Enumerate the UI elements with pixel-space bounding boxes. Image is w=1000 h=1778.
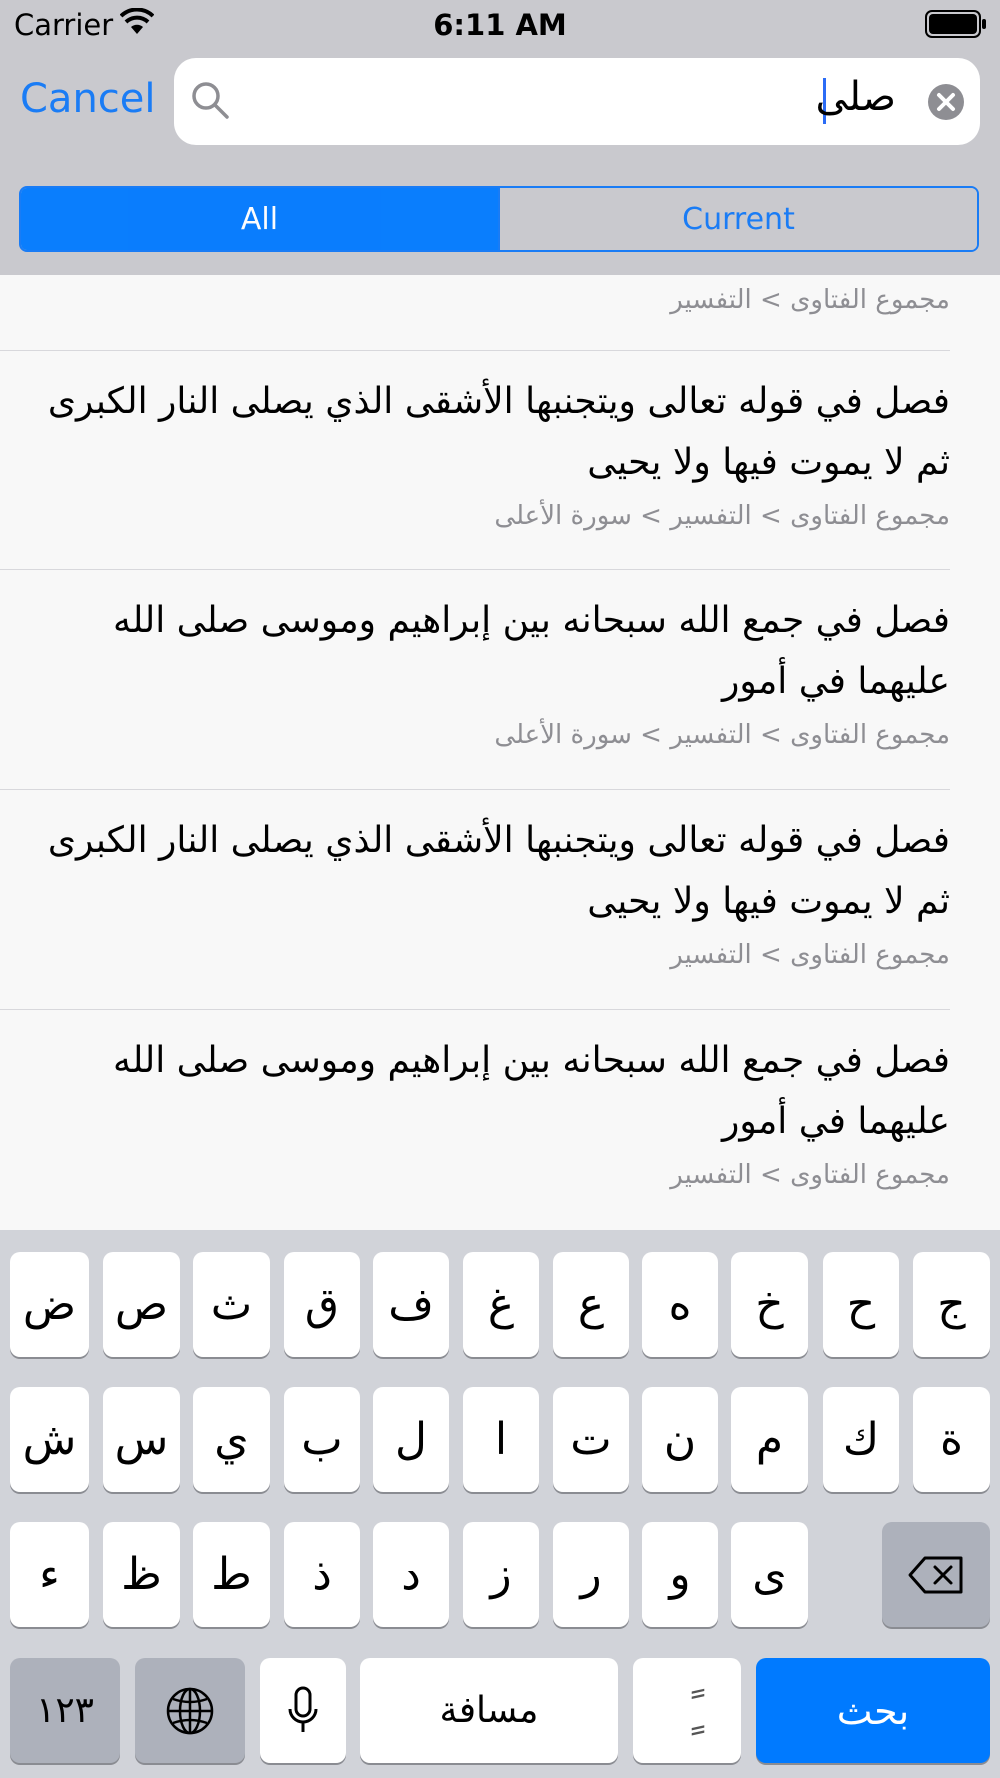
result-path: مجموع الفتاوى > التفسير xyxy=(670,1160,950,1190)
scope-all-tab[interactable]: All xyxy=(21,188,498,250)
key[interactable]: ح xyxy=(823,1252,899,1357)
arabic-keyboard xyxy=(0,1230,1000,1778)
backspace-key[interactable] xyxy=(882,1522,990,1627)
key[interactable]: م xyxy=(731,1387,808,1492)
key[interactable]: ل xyxy=(373,1387,449,1492)
result-path: مجموع الفتاوى > التفسير xyxy=(670,940,950,970)
clear-icon[interactable] xyxy=(928,84,964,120)
key[interactable]: د xyxy=(373,1522,449,1627)
key[interactable]: ق xyxy=(284,1252,360,1357)
key[interactable]: ء xyxy=(10,1522,89,1627)
key[interactable]: ز xyxy=(463,1522,539,1627)
key[interactable]: ه xyxy=(642,1252,718,1357)
key[interactable]: و xyxy=(642,1522,718,1627)
result-path: مجموع الفتاوى > التفسير > سورة الأعلى xyxy=(494,501,950,531)
result-title: فصل في قوله تعالى ويتجنبها الأشقى الذي يصلى النار الكبرى ثم لا يموت فيها ولا يحيى xyxy=(47,820,950,922)
status-time: 6:11 AM xyxy=(433,8,567,42)
search-input[interactable] xyxy=(174,58,980,145)
scope-segmented-control xyxy=(19,186,979,252)
key[interactable]: ض xyxy=(10,1252,89,1357)
key[interactable]: خ xyxy=(731,1252,808,1357)
key[interactable]: ث xyxy=(193,1252,270,1357)
key[interactable]: ن xyxy=(642,1387,718,1492)
key[interactable]: ا xyxy=(463,1387,539,1492)
key[interactable]: ع xyxy=(553,1252,629,1357)
key[interactable]: س xyxy=(103,1387,180,1492)
search-query-text: صلى xyxy=(815,74,896,120)
backspace-icon xyxy=(907,1555,965,1595)
key[interactable]: ب xyxy=(284,1387,360,1492)
key[interactable]: غ xyxy=(463,1252,539,1357)
key[interactable]: ت xyxy=(553,1387,629,1492)
search-key[interactable]: بحث xyxy=(756,1658,990,1763)
list-item[interactable] xyxy=(0,275,1000,350)
space-key[interactable]: مسافة xyxy=(360,1658,618,1763)
battery-icon xyxy=(925,10,987,38)
key[interactable]: ك xyxy=(823,1387,899,1492)
search-results-list xyxy=(0,275,1000,1230)
key[interactable]: ي xyxy=(193,1387,270,1492)
list-item[interactable] xyxy=(0,1010,1000,1229)
globe-icon xyxy=(164,1685,216,1737)
result-path: مجموع الفتاوى > التفسير xyxy=(670,285,950,315)
key[interactable]: ى xyxy=(731,1522,808,1627)
list-item[interactable] xyxy=(0,570,1000,789)
result-title: فصل في قوله تعالى ويتجنبها الأشقى الذي يصلى النار الكبرى ثم لا يموت فيها ولا يحيى xyxy=(47,381,950,483)
list-item[interactable] xyxy=(0,790,1000,1009)
tanween-key[interactable] xyxy=(633,1658,741,1763)
result-path: مجموع الفتاوى > التفسير > سورة الأعلى xyxy=(494,720,950,750)
result-title: فصل في جمع الله سبحانه بين إبراهيم وموسى صلى الله عليهما في أمور xyxy=(113,600,950,702)
key[interactable]: ر xyxy=(553,1522,629,1627)
globe-key[interactable] xyxy=(135,1658,245,1763)
numbers-key[interactable]: ١٢٣ xyxy=(10,1658,120,1763)
key[interactable]: ص xyxy=(103,1252,180,1357)
scope-current-tab[interactable]: Current xyxy=(498,188,977,250)
list-item[interactable] xyxy=(0,351,1000,570)
key[interactable]: ظ xyxy=(103,1522,180,1627)
key[interactable]: ف xyxy=(373,1252,449,1357)
mic-key[interactable] xyxy=(260,1658,346,1763)
key[interactable]: ة xyxy=(913,1387,990,1492)
cancel-button[interactable]: Cancel xyxy=(20,76,156,122)
result-title: فصل في جمع الله سبحانه بين إبراهيم وموسى صلى الله عليهما في أمور xyxy=(113,1040,950,1142)
status-carrier: Carrier xyxy=(14,8,114,42)
key[interactable]: ج xyxy=(913,1252,990,1357)
search-icon xyxy=(190,80,230,120)
key[interactable]: ط xyxy=(193,1522,270,1627)
search-header xyxy=(0,0,1000,275)
key[interactable]: ش xyxy=(10,1387,89,1492)
mic-icon xyxy=(286,1685,320,1737)
key[interactable]: ذ xyxy=(284,1522,360,1627)
